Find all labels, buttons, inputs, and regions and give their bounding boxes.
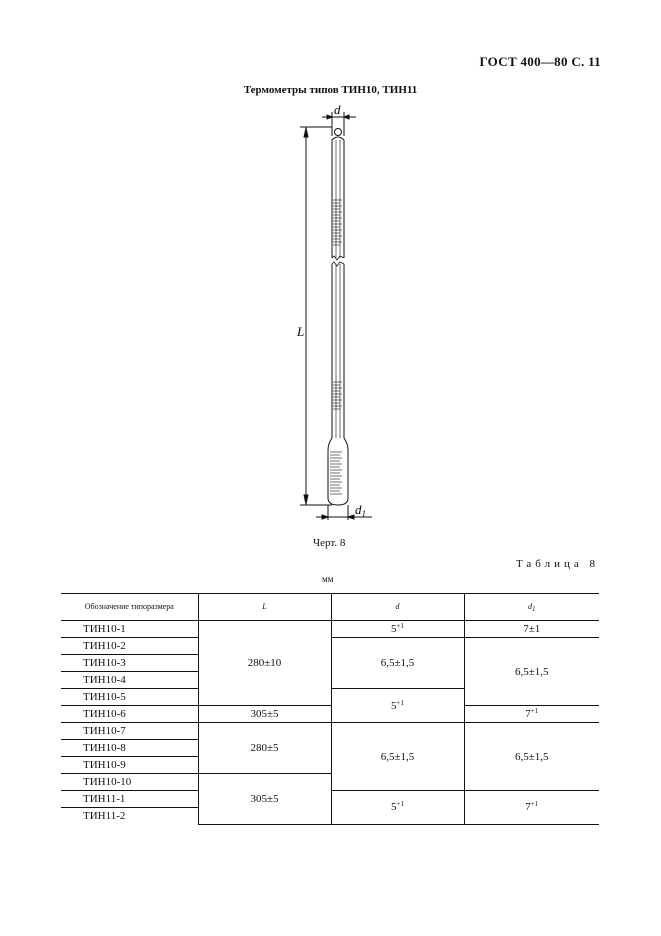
thermometer-drawing	[270, 100, 380, 528]
d-label: d	[334, 102, 341, 117]
middle-scale	[333, 382, 342, 409]
table-row	[61, 706, 599, 723]
row-designation: ТИН10-3	[61, 655, 198, 672]
cell-d1: 7±1	[464, 621, 599, 638]
row-designation: ТИН10-2	[61, 638, 198, 655]
d1-arrow-left	[322, 515, 328, 519]
cell-d: 6,5±1,5	[331, 638, 464, 689]
cell-L: 280±10	[198, 621, 331, 706]
row-designation: ТИН10-6	[61, 706, 198, 723]
header-L: L	[198, 594, 331, 621]
d1-arrow-right	[348, 515, 354, 519]
figure-title: Термометры типов ТИН10, ТИН11	[243, 84, 418, 96]
tube-break	[332, 256, 344, 260]
L-label: L	[297, 324, 305, 339]
row-designation: ТИН10-7	[61, 723, 198, 740]
row-designation: ТИН10-5	[61, 689, 198, 706]
spec-table	[61, 593, 599, 825]
table-title: Таблица 8	[515, 558, 599, 570]
d1-label: $d_1$	[355, 502, 366, 519]
cell-d: 6,5±1,5	[331, 723, 464, 791]
header-d: d	[331, 594, 464, 621]
L-arrow-bottom	[304, 495, 308, 504]
d-arrow-left	[327, 115, 332, 119]
table-row	[61, 723, 599, 740]
L-arrow-top	[304, 128, 308, 137]
cell-d1: $7^{+1}$	[464, 791, 599, 825]
cell-d1: 6,5±1,5	[464, 638, 599, 706]
lower-tube	[328, 264, 348, 505]
cell-d: $5^{+1}$	[331, 689, 464, 723]
cell-L: 280±5	[198, 723, 331, 774]
row-designation: ТИН10-4	[61, 672, 198, 689]
cell-d: $5^{+1}$	[331, 791, 464, 825]
header-d1: $d_1$	[464, 594, 599, 621]
unit-label: мм	[322, 574, 334, 584]
header-designation: Обозначение типоразмера	[61, 594, 198, 621]
cell-L: 305±5	[198, 774, 331, 825]
row-designation: ТИН11-1	[61, 791, 198, 808]
row-designation: ТИН10-8	[61, 740, 198, 757]
cell-L: 305±5	[198, 706, 331, 723]
upper-tube	[332, 137, 344, 258]
top-ring	[335, 129, 342, 136]
row-designation: ТИН11-2	[83, 810, 126, 822]
table-header-row	[61, 594, 599, 621]
cell-d1: $7^{+1}$	[464, 706, 599, 723]
table-row	[61, 621, 599, 638]
row-designation: ТИН10-10	[61, 774, 198, 791]
row-designation: ТИН10-9	[61, 757, 198, 774]
page-header: ГОСТ 400—80 С. 11	[479, 54, 601, 69]
upper-scale	[333, 200, 342, 245]
figure-caption: Черт. 8	[313, 537, 346, 549]
cell-d: $5^{+1}$	[331, 621, 464, 638]
cell-d1: 6,5±1,5	[464, 723, 599, 791]
row-designation: ТИН10-1	[61, 621, 198, 638]
d-arrow-right	[344, 115, 349, 119]
reservoir-scale	[330, 452, 342, 494]
